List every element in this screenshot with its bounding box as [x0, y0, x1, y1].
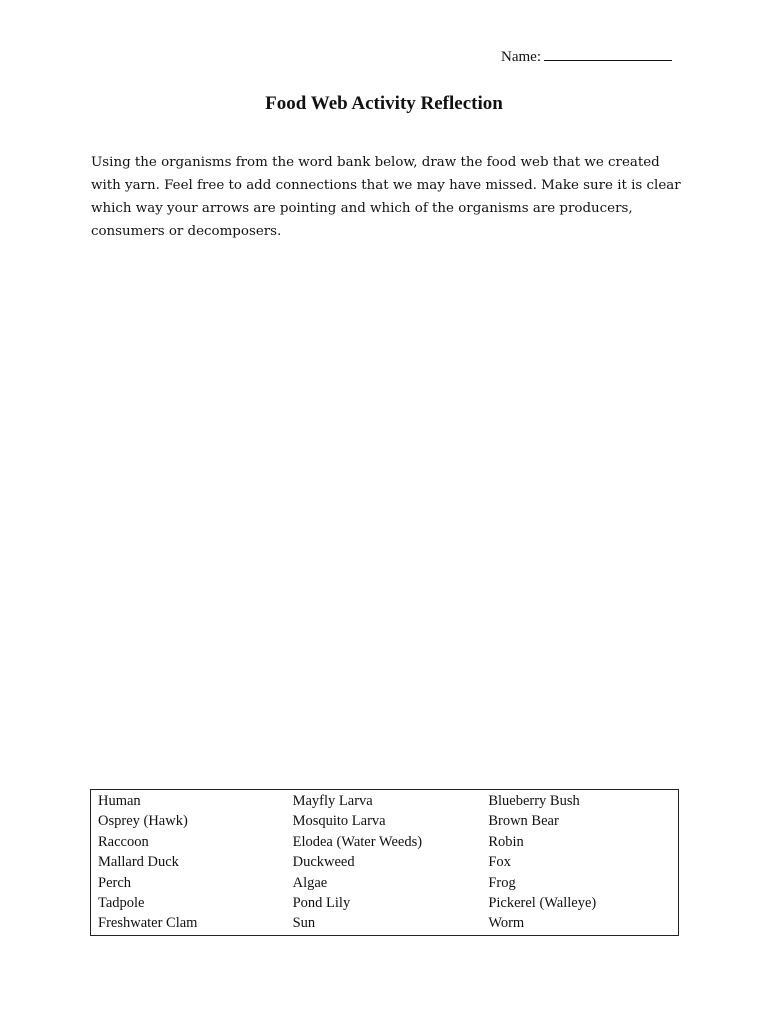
word-bank-cell: Mallard Duck [98, 854, 179, 871]
word-bank-cell: Mayfly Larva [292, 793, 373, 809]
word-bank-cell: Human [98, 793, 141, 809]
word-bank-cell: Perch [98, 874, 132, 891]
table-row [98, 832, 678, 852]
word-bank-cell: Osprey (Hawk) [98, 813, 188, 830]
word-bank-cell: Brown Bear [488, 813, 559, 830]
word-bank-cell: Pond Lily [292, 895, 351, 912]
word-bank-cell: Mosquito Larva [292, 813, 386, 830]
name-field [501, 46, 672, 66]
instructions-paragraph: Using the organisms from the word bank below, draw the food web that we created with yarn. Feel free to add connections that we may have missed. Make sure it is clear which way your arrows are pointing and which of the organisms are producers, consumers or decomposers. [91, 155, 681, 239]
word-bank-cell: Sun [292, 915, 316, 932]
word-bank-table [98, 791, 678, 934]
table-row [98, 913, 678, 933]
name-blank-line[interactable] [544, 46, 672, 61]
word-bank-cell: Duckweed [292, 854, 355, 871]
table-row [98, 852, 678, 872]
table-row [98, 791, 678, 811]
word-bank-cell: Tadpole [98, 895, 145, 912]
word-bank-cell: Elodea (Water Weeds) [292, 833, 423, 850]
word-bank-cell: Blueberry Bush [488, 793, 580, 809]
word-bank-cell: Algae [292, 874, 328, 891]
word-bank-cell: Pickerel (Walleye) [488, 895, 597, 912]
word-bank-cell: Freshwater Clam [98, 915, 198, 932]
table-row [98, 873, 678, 893]
word-bank-cell: Raccoon [98, 833, 149, 850]
word-bank-cell: Fox [488, 854, 511, 871]
word-bank-cell: Robin [488, 833, 524, 850]
word-bank-box [90, 789, 679, 936]
page-title: Food Web Activity Reflection [265, 93, 503, 114]
table-row [98, 893, 678, 913]
name-label: Name: [501, 49, 541, 65]
table-row [98, 811, 678, 831]
word-bank-cell: Worm [488, 915, 525, 932]
word-bank-cell: Frog [488, 874, 516, 891]
